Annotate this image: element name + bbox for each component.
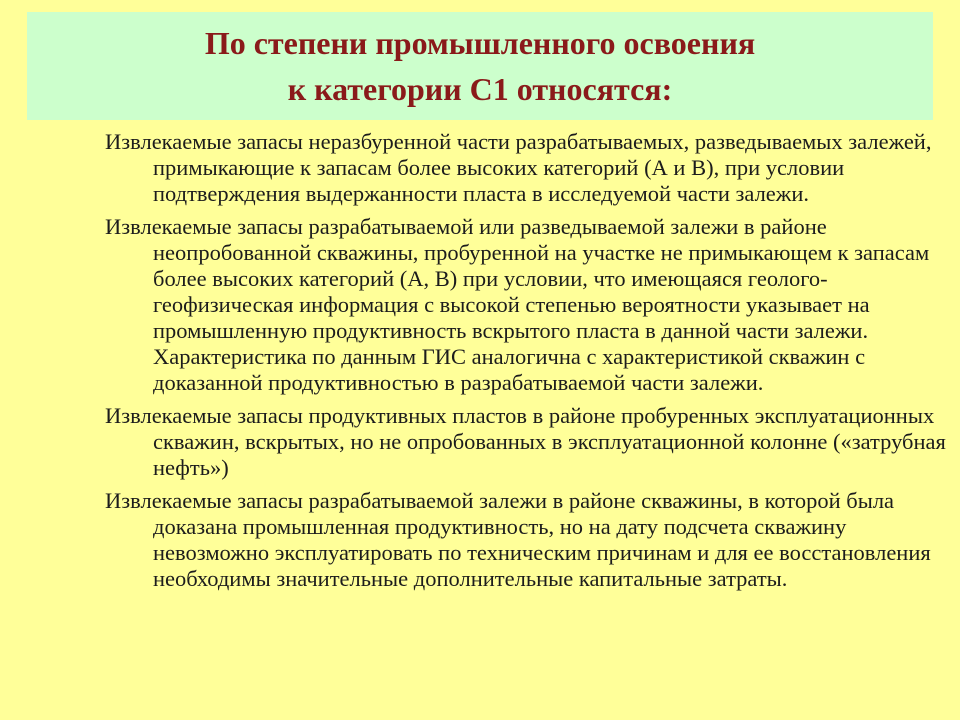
slide-title-box [27, 12, 933, 120]
paragraph-3: Извлекаемые запасы продуктивных пластов в районе пробуренных эксплуатационных скважин, вскрытых, но не опробованных в эксплуатационной колонне («затрубная нефть») [105, 403, 946, 480]
paragraph-4: Извлекаемые запасы разрабатываемой залежи в районе скважины, в которой была доказана промышленная продуктивность, но на дату подсчета скважину невозможно эксплуатировать по техническим причинам и для ее восстановления необходимы значительные дополнительные капитальные затраты. [105, 488, 931, 591]
slide-title-line-1: По степени промышленного освоения [204, 25, 756, 61]
slide-body [105, 129, 950, 599]
paragraph-1: Извлекаемые запасы неразбуренной части разрабатываемых, разведываемых залежей, примыкающие к запасам более высоких категорий (А и В), при условии подтверждения выдержанности пласта в исследуемой части залежи. [105, 129, 932, 206]
slide-title-line-2: к категории С1 относятся: [287, 71, 673, 107]
paragraph-2: Извлекаемые запасы разрабатываемой или разведываемой залежи в районе неопробованной скважины, пробуренной на участке не примыкающем к запасам более высоких категорий (А, В) при условии, что имеющаяся геолого-геофизическая информация с высокой степенью вероятности указывает на промышленную продуктивность вскрытого пласта в данной части залежи. Характеристика по данным ГИС аналогична с характеристикой скважин с доказанной продуктивностью в разрабатываемой части залежи. [105, 214, 930, 395]
